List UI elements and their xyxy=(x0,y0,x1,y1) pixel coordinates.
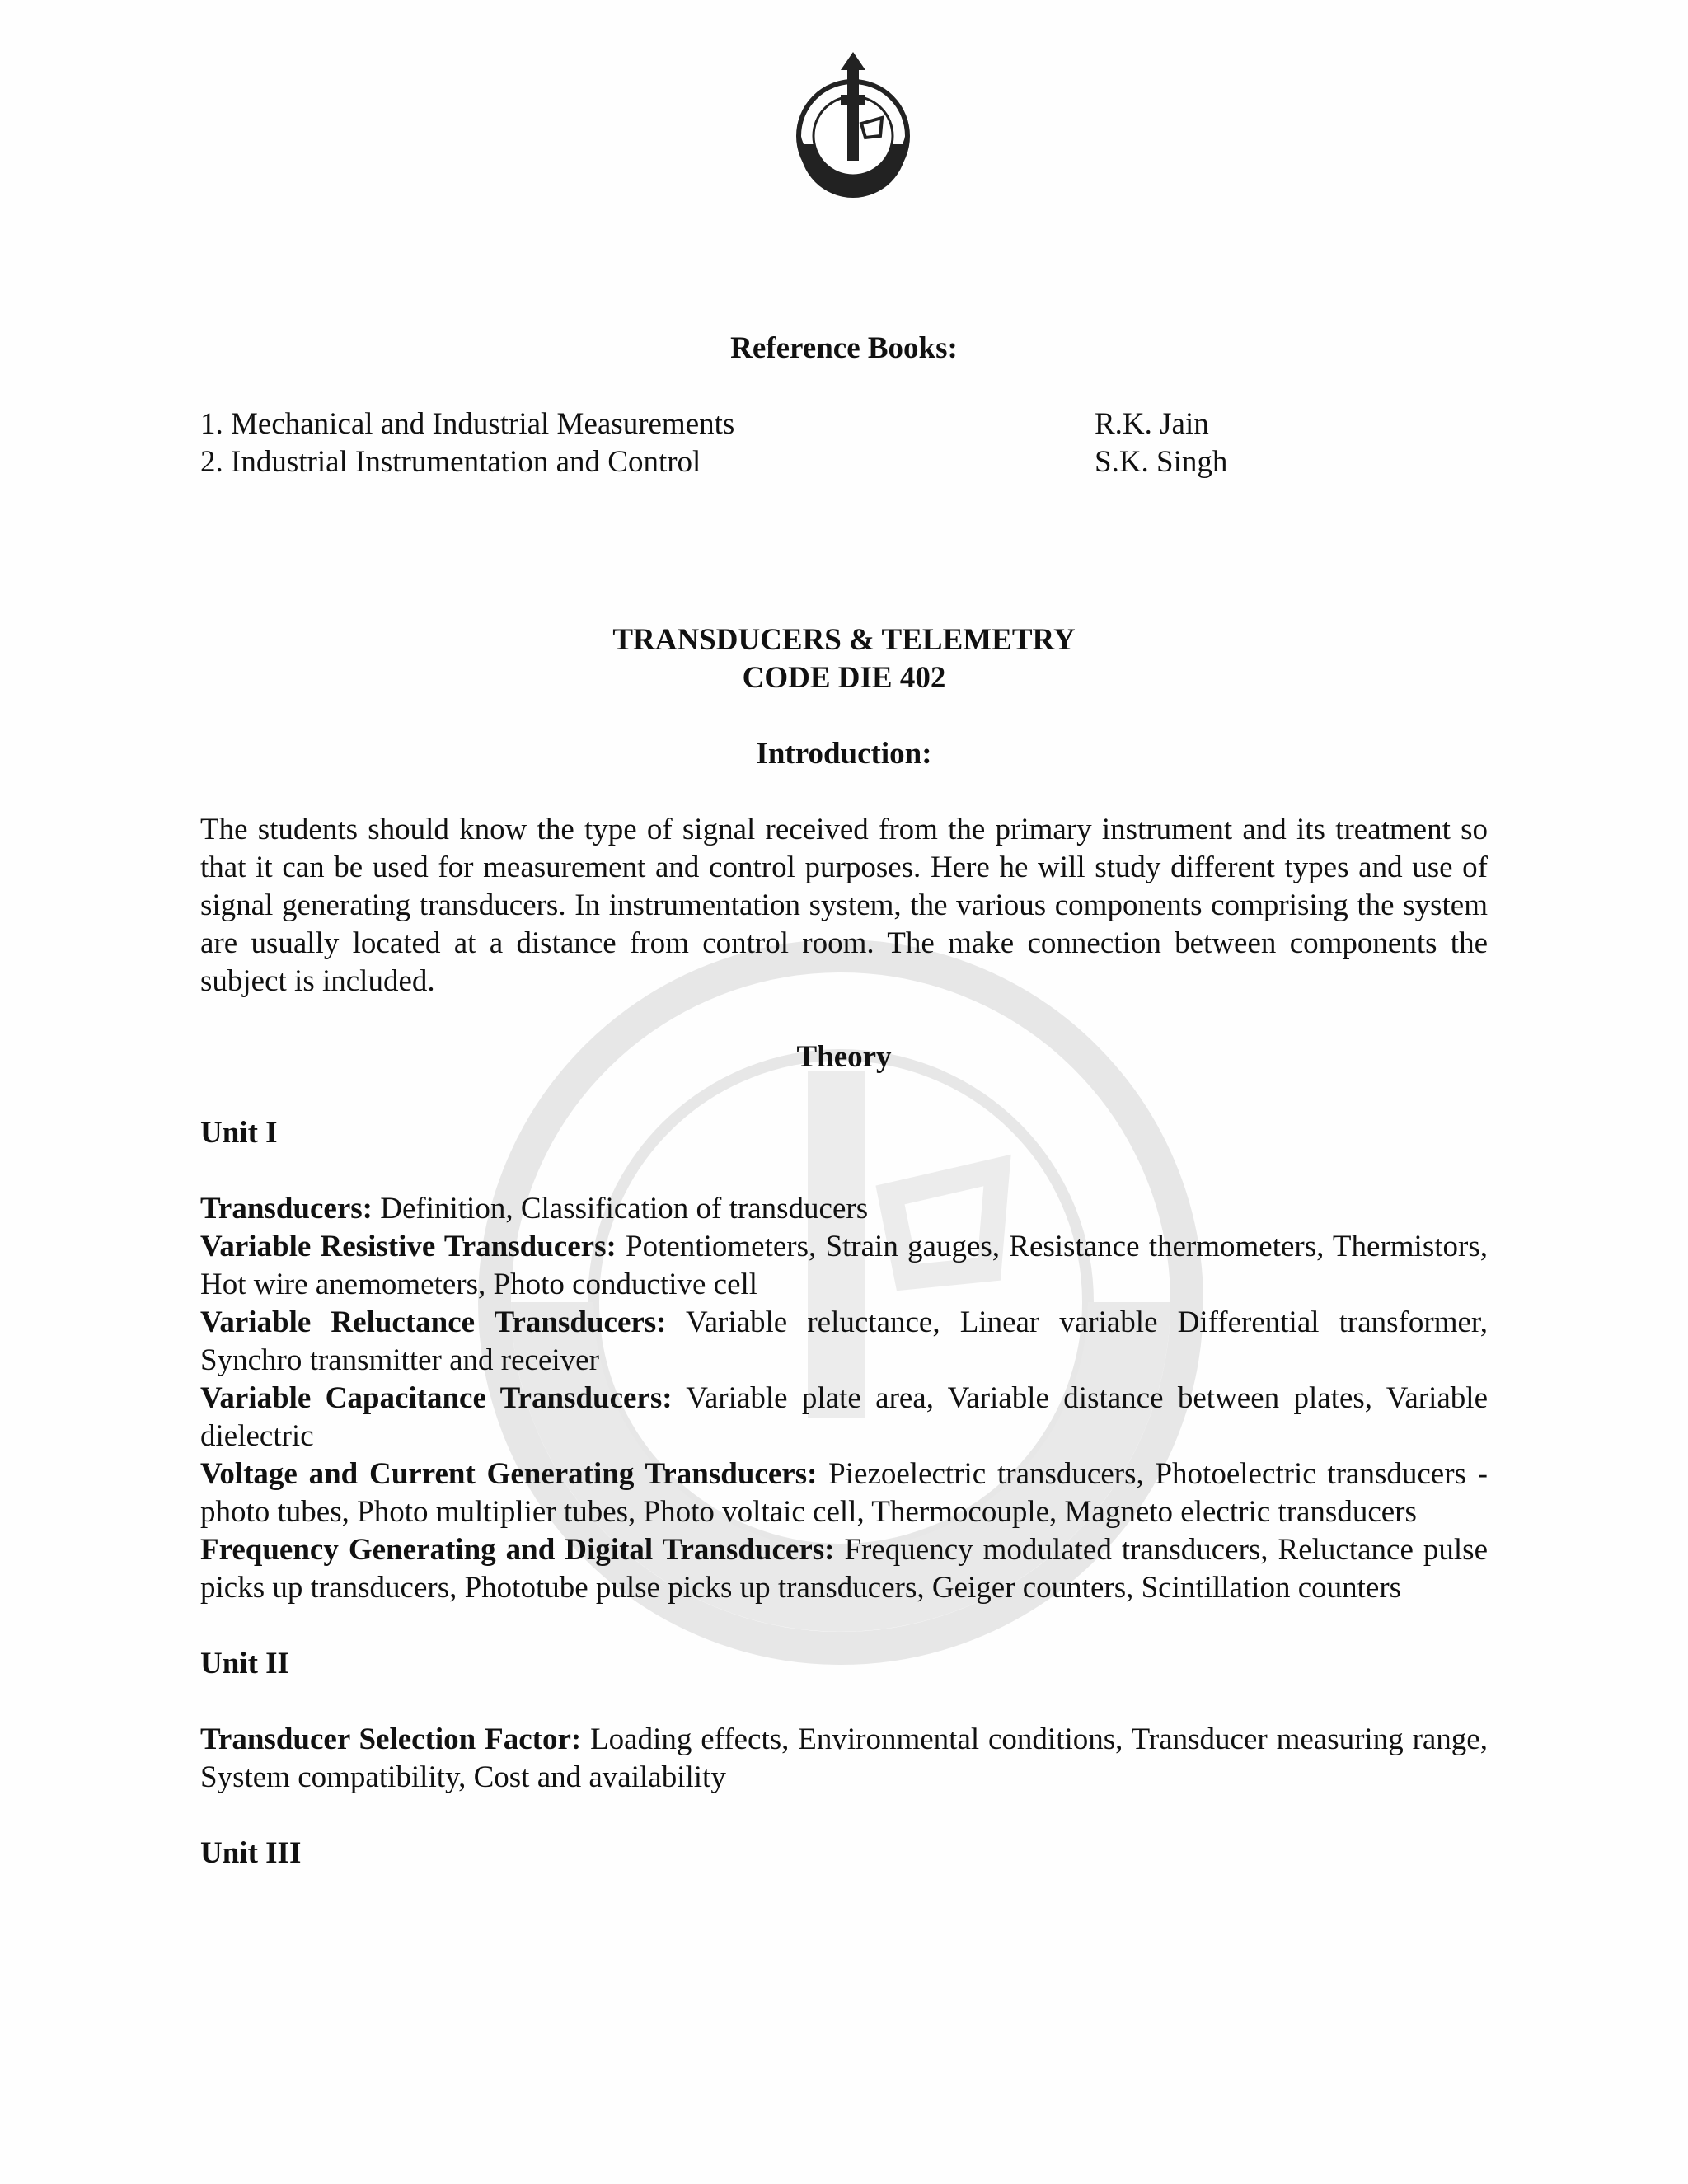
introduction-heading: Introduction: xyxy=(756,737,932,771)
topic-text: Variable reluctance, Linear variable Differential transformer, Synchro transmitter and receiver xyxy=(200,1305,1489,1377)
introduction-text: The students should know the type of signal received from the primary instrument and its treatment so that it can be used for measurement and control purposes. Here he will study different types and use of signal generating transducers. In instrumentation system, the various components comprising the system are usually located at a distance from control room. The make connection between components the subject is included. xyxy=(200,813,1488,998)
topic-line xyxy=(200,1380,1488,1455)
topic-label: Transducer Selection Factor: xyxy=(200,1722,582,1756)
topic-line xyxy=(200,1228,1488,1304)
topic-label: Variable Reluctance Transducers: xyxy=(200,1305,667,1339)
topic-line xyxy=(200,1455,1488,1531)
topic-label: Variable Resistive Transducers: xyxy=(200,1230,617,1263)
course-code: CODE DIE 402 xyxy=(742,661,946,695)
book-author: R.K. Jain xyxy=(1095,407,1209,441)
topic-text: Frequency modulated transducers, Reluctance pulse picks up transducers, Phototube pulse picks up transducers, Geiger counters, Scintillation counters xyxy=(200,1533,1488,1605)
topic-line xyxy=(200,1721,1488,1797)
unit-heading: Unit II xyxy=(200,1647,289,1680)
topic-text: Variable plate area, Variable distance between plates, Variable dielectric xyxy=(200,1381,1489,1453)
course-title: TRANSDUCERS & TELEMETRY xyxy=(612,623,1076,657)
book-title: 2. Industrial Instrumentation and Control xyxy=(200,445,701,479)
unit-heading: Unit III xyxy=(200,1836,302,1870)
page-content xyxy=(200,330,1488,1872)
topic-line xyxy=(200,1304,1488,1380)
reference-book-item xyxy=(200,405,1488,443)
book-author: S.K. Singh xyxy=(1095,445,1228,479)
topic-text: Loading effects, Environmental conditions, Transducer measuring range, System compatibility, Cost and availability xyxy=(200,1722,1488,1794)
topic-line xyxy=(200,1190,1488,1228)
reference-heading: Reference Books: xyxy=(730,331,958,365)
book-title: 1. Mechanical and Industrial Measurements xyxy=(200,407,735,441)
unit-heading: Unit I xyxy=(200,1116,278,1150)
topic-label: Frequency Generating and Digital Transducers: xyxy=(200,1533,835,1567)
topic-line xyxy=(200,1531,1488,1607)
university-seal-logo xyxy=(783,45,923,202)
reference-book-item xyxy=(200,443,1488,481)
theory-heading: Theory xyxy=(796,1040,892,1074)
topic-text: Definition, Classification of transducers xyxy=(372,1192,869,1226)
topic-label: Transducers: xyxy=(200,1192,373,1226)
topic-text: Potentiometers, Strain gauges, Resistance thermometers, Thermistors, Hot wire anemometers, Photo conductive cell xyxy=(200,1230,1488,1301)
topic-text: Piezoelectric transducers, Photoelectric transducers - photo tubes, Photo multiplier tubes, Photo voltaic cell, Thermocouple, Magneto electric transducers xyxy=(200,1457,1488,1529)
topic-label: Voltage and Current Generating Transducers: xyxy=(200,1457,818,1491)
topic-label: Variable Capacitance Transducers: xyxy=(200,1381,673,1415)
